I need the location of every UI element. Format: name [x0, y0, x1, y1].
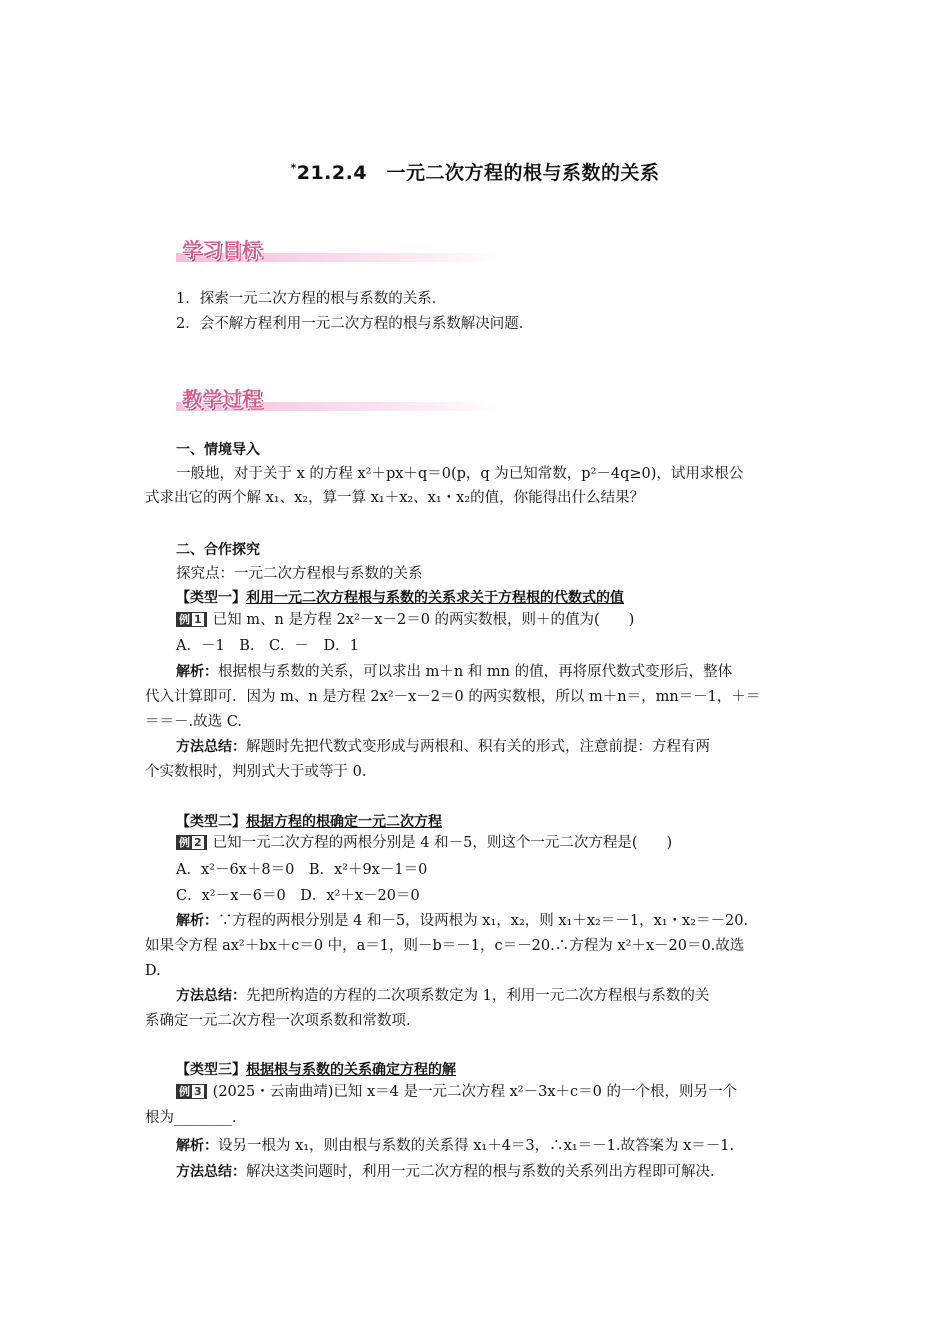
summary: 方法总结：解决这类问题时，利用一元二次方程的根与系数的关系列出方程即可解决.: [176, 1164, 715, 1180]
page-title: *21.2.4 一元二次方程的根与系数的关系: [290, 161, 660, 184]
example-badge: 例 1: [176, 612, 207, 627]
analysis: 如果令方程 ax²＋bx＋c＝0 中，a＝1，则－b＝－1，c＝－20.∴方程为 x²＋x－20＝0.故选: [145, 938, 745, 954]
question-continued: 根为________．: [145, 1110, 247, 1126]
section-heading: 一、情境导入: [176, 442, 260, 458]
section-banner-goals: 学习目标: [176, 236, 500, 264]
summary: 个实数根时，判别式大于或等于 0.: [145, 764, 367, 780]
summary: 方法总结：解题时先把代数式变形成与两根和、积有关的形式，注意前提：方程有两: [176, 739, 710, 755]
summary: 系确定一元二次方程一次项系数和常数项.: [145, 1013, 411, 1029]
analysis: 解析：根据根与系数的关系，可以求出 m＋n 和 mn 的值，再将原代数式变形后，整体: [176, 664, 733, 680]
example-badge: 例 3: [176, 1084, 207, 1099]
options: A．－1 B. C．－ D．1: [176, 638, 359, 654]
analysis: D.: [145, 963, 161, 979]
section-heading: 二、合作探究: [176, 542, 260, 558]
analysis: 解析：设另一根为 x₁，则由根与系数的关系得 x₁＋4＝3，∴x₁＝－1.故答案为 x＝－1.: [176, 1138, 735, 1154]
type-heading: 【类型三】根据根与系数的关系确定方程的解: [176, 1062, 456, 1078]
paragraph: 一般地，对于关于 x 的方程 x²＋px＋q＝0(p，q 为已知常数，p²－4q≥0)，试用求根公: [176, 466, 744, 482]
example-badge: 例 2: [176, 835, 207, 850]
paragraph: 式求出它的两个解 x₁、x₂，算一算 x₁＋x₂、x₁・x₂的值，你能得出什么结果？: [145, 490, 645, 506]
example-question: 例 2 已知一元二次方程的两根分别是 4 和－5，则这个一元二次方程是( ): [176, 831, 807, 855]
type-heading: 【类型一】利用一元二次方程根与系数的关系求关于方程根的代数式的值: [176, 590, 624, 606]
analysis: ＝＝－.故选 C.: [145, 714, 242, 730]
example-question: 例 1 已知 m、n 是方程 2x²－x－2＝0 的两实数根，则＋的值为( ): [176, 608, 807, 632]
summary: 方法总结：先把所构造的方程的二次项系数定为 1，利用一元二次方程根与系数的关: [176, 988, 710, 1004]
section-banner-process: 教学过程: [176, 385, 500, 413]
explore-point: 探究点：一元二次方程根与系数的关系: [176, 566, 423, 582]
goal-item: 1．探索一元二次方程的根与系数的关系．: [176, 291, 447, 307]
options: C．x²－x－6＝0 D．x²＋x－20＝0: [176, 888, 420, 904]
goal-item: 2．会不解方程利用一元二次方程的根与系数解决问题．: [176, 316, 534, 332]
type-heading: 【类型二】根据方程的根确定一元二次方程: [176, 814, 442, 830]
analysis: 解析：∵方程的两根分别是 4 和－5，设两根为 x₁，x₂，则 x₁＋x₂＝－1，x₁・x₂＝－20.: [176, 913, 749, 929]
example-question: 例 3 (2025・云南曲靖)已知 x＝4 是一元二次方程 x²－3x＋c＝0 的一个根，则另一个: [176, 1080, 807, 1104]
options: A．x²－6x＋8＝0 B．x²＋9x－1＝0: [176, 862, 428, 878]
analysis: 代入计算即可．因为 m、n 是方程 2x²－x－2＝0 的两实数根，所以 m＋n＝，mn＝－1，＋＝: [145, 689, 761, 705]
